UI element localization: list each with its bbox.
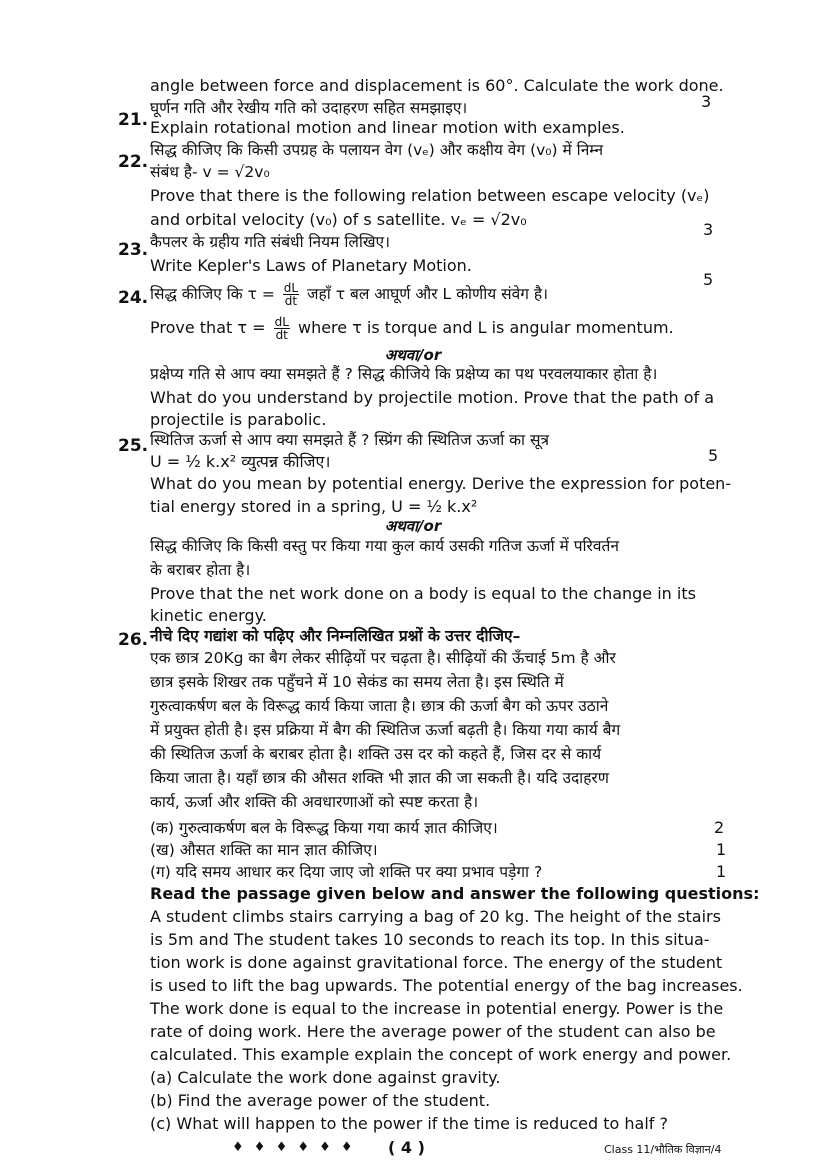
q25-or-hindi-2: के बराबर होता है। (150, 561, 251, 579)
question-number: 23. (118, 240, 149, 260)
q24-hindi-b: जहाँ τ बल आघूर्ण और L कोणीय संवेग है। (307, 285, 548, 303)
marks: 5 (708, 446, 719, 465)
q26-passage-hi: कार्य, ऊर्जा और शक्ति की अवधारणाओं को स्पष्ट करता है। (150, 793, 479, 811)
q25-english-2: tial energy stored in a spring, U = ½ k.x² (150, 497, 478, 516)
q26-c-english: (c) What will happen to the power if the time is reduced to half ? (150, 1114, 668, 1133)
frac-den: dt (284, 294, 298, 308)
footer-class-code: Class 11/भौतिक विज्ञान/4 (604, 1143, 722, 1156)
marks: 3 (703, 220, 714, 239)
q26-passage-hi: की स्थितिज ऊर्जा के बराबर होता है। शक्ति उस दर को कहते हैं, जिस दर से कार्य (150, 745, 602, 763)
q26-english-heading: Read the passage given below and answer the following questions: (150, 884, 760, 903)
marks: 1 (716, 840, 727, 859)
q24-english-b: where τ is torque and L is angular momentum. (297, 318, 674, 337)
q22-hindi-1: सिद्ध कीजिए कि किसी उपग्रह के पलायन वेग (vₑ) और कक्षीय वेग (v₀) में निम्न (150, 141, 604, 159)
q21-hindi: घूर्णन गति और रेखीय गति को उदाहरण सहित समझाइए। (150, 99, 468, 117)
q26-passage-hi: किया जाता है। यहाँ छात्र की औसत शक्ति भी ज्ञात की जा सकती है। यदि उदाहरण (150, 769, 609, 787)
q24-hindi (150, 282, 548, 307)
q23-hindi: कैपलर के ग्रहीय गति संबंधी नियम लिखिए। (150, 233, 390, 251)
q26-passage-hi: एक छात्र 20Kg का बैग लेकर सीढ़ियों पर चढ़ता है। सीढ़ियों की ऊँचाई 5m है और (150, 649, 616, 667)
q26-b-hindi: (ख) औसत शक्ति का मान ज्ञात कीजिए। (150, 841, 378, 859)
q24-english-a: Prove that τ = (150, 318, 266, 337)
q25-or-english-1: Prove that the net work done on a body is equal to the change in its (150, 584, 696, 603)
question-number: 25. (118, 436, 149, 456)
q26-passage-en: is used to lift the bag upwards. The potential energy of the bag increases. (150, 976, 743, 995)
q26-passage-hi: में प्रयुक्त होती है। इस प्रक्रिया में बैग की स्थितिज ऊर्जा बढ़ती है। किया गया कार्य बैग (150, 721, 621, 739)
q26-a-hindi: (क) गुरुत्वाकर्षण बल के विरूद्ध किया गया कार्य ज्ञात कीजिए। (150, 819, 498, 837)
q22-english-1: Prove that there is the following relation between escape velocity (vₑ) (150, 186, 710, 205)
marks: 5 (703, 270, 714, 289)
q26-passage-en: calculated. This example explain the concept of work energy and power. (150, 1045, 732, 1064)
frac-num: dL (274, 315, 289, 329)
q21-english: Explain rotational motion and linear motion with examples. (150, 118, 625, 137)
q23-english: Write Kepler's Laws of Planetary Motion. (150, 256, 472, 275)
marks: 1 (716, 862, 727, 881)
q22-english-2: and orbital velocity (v₀) of s satellite. vₑ = √2v₀ (150, 210, 527, 229)
q26-passage-en: A student climbs stairs carrying a bag of 20 kg. The height of the stairs (150, 907, 721, 926)
q26-a-english: (a) Calculate the work done against gravity. (150, 1068, 501, 1087)
question-number: 24. (118, 288, 149, 308)
q26-passage-hi: गुरुत्वाकर्षण बल के विरूद्ध कार्य किया जाता है। छात्र की ऊर्जा बैग को ऊपर उठाने (150, 697, 609, 715)
q26-b-english: (b) Find the average power of the student. (150, 1091, 491, 1110)
q22-hindi-2: संबंध है- v = √2v₀ (150, 163, 270, 181)
footer-diamonds: ♦ ♦ ♦ ♦ ♦ ♦ (232, 1140, 356, 1155)
page-number: ( 4 ) (388, 1138, 425, 1157)
q24-or-english-2: projectile is parabolic. (150, 410, 327, 429)
frac-den: dt (275, 328, 288, 342)
or-divider: अथवा/or (384, 517, 442, 535)
q25-or-hindi-1: सिद्ध कीजिए कि किसी वस्तु पर किया गया कुल कार्य उसकी गतिज ऊर्जा में परिवर्तन (150, 537, 619, 555)
marks: 2 (714, 818, 725, 837)
q24-or-english-1: What do you understand by projectile motion. Prove that the path of a (150, 388, 715, 407)
q24-hindi-a: सिद्ध कीजिए कि τ = (150, 285, 275, 303)
q26-passage-hi: छात्र इसके शिखर तक पहुँचने में 10 सेकंड का समय लेता है। इस स्थिति में (150, 673, 564, 691)
q25-english-1: What do you mean by potential energy. Derive the expression for poten- (150, 474, 732, 493)
q25-hindi-1: स्थितिज ऊर्जा से आप क्या समझते हैं ? स्प्रिंग की स्थितिज ऊर्जा का सूत्र (150, 431, 550, 449)
q26-passage-en: rate of doing work. Here the average power of the student can also be (150, 1022, 716, 1041)
dL-dt-fraction (283, 282, 299, 307)
q24-english (150, 316, 674, 341)
q24-or-hindi: प्रक्षेप्य गति से आप क्या समझते हैं ? सिद्ध कीजिये कि प्रक्षेप्य का पथ परवलयाकार होता है। (150, 365, 658, 383)
q26-c-hindi: (ग) यदि समय आधार कर दिया जाए जो शक्ति पर क्या प्रभाव पड़ेगा ? (150, 863, 543, 881)
frac-num: dL (283, 281, 299, 295)
q26-passage-en: tion work is done against gravitational force. The energy of the student (150, 953, 723, 972)
q26-passage-en: The work done is equal to the increase in potential energy. Power is the (150, 999, 724, 1018)
question-number: 21. (118, 110, 149, 130)
question-number: 22. (118, 152, 149, 172)
dL-dt-fraction (274, 316, 290, 341)
q26-hindi-heading: नीचे दिए गद्यांश को पढ़िए और निम्नलिखित प्रश्नों के उत्तर दीजिए– (150, 627, 521, 645)
question-number: 26. (118, 630, 149, 650)
or-divider: अथवा/or (384, 346, 442, 364)
q25-hindi-2: U = ½ k.x² व्युत्पन्न कीजिए। (150, 452, 331, 471)
q25-or-english-2: kinetic energy. (150, 606, 267, 625)
q26-passage-en: is 5m and The student takes 10 seconds to reach its top. In this situa- (150, 930, 710, 949)
marks: 3 (701, 92, 712, 111)
prev-question-tail: angle between force and displacement is 60°. Calculate the work done. (150, 76, 724, 95)
